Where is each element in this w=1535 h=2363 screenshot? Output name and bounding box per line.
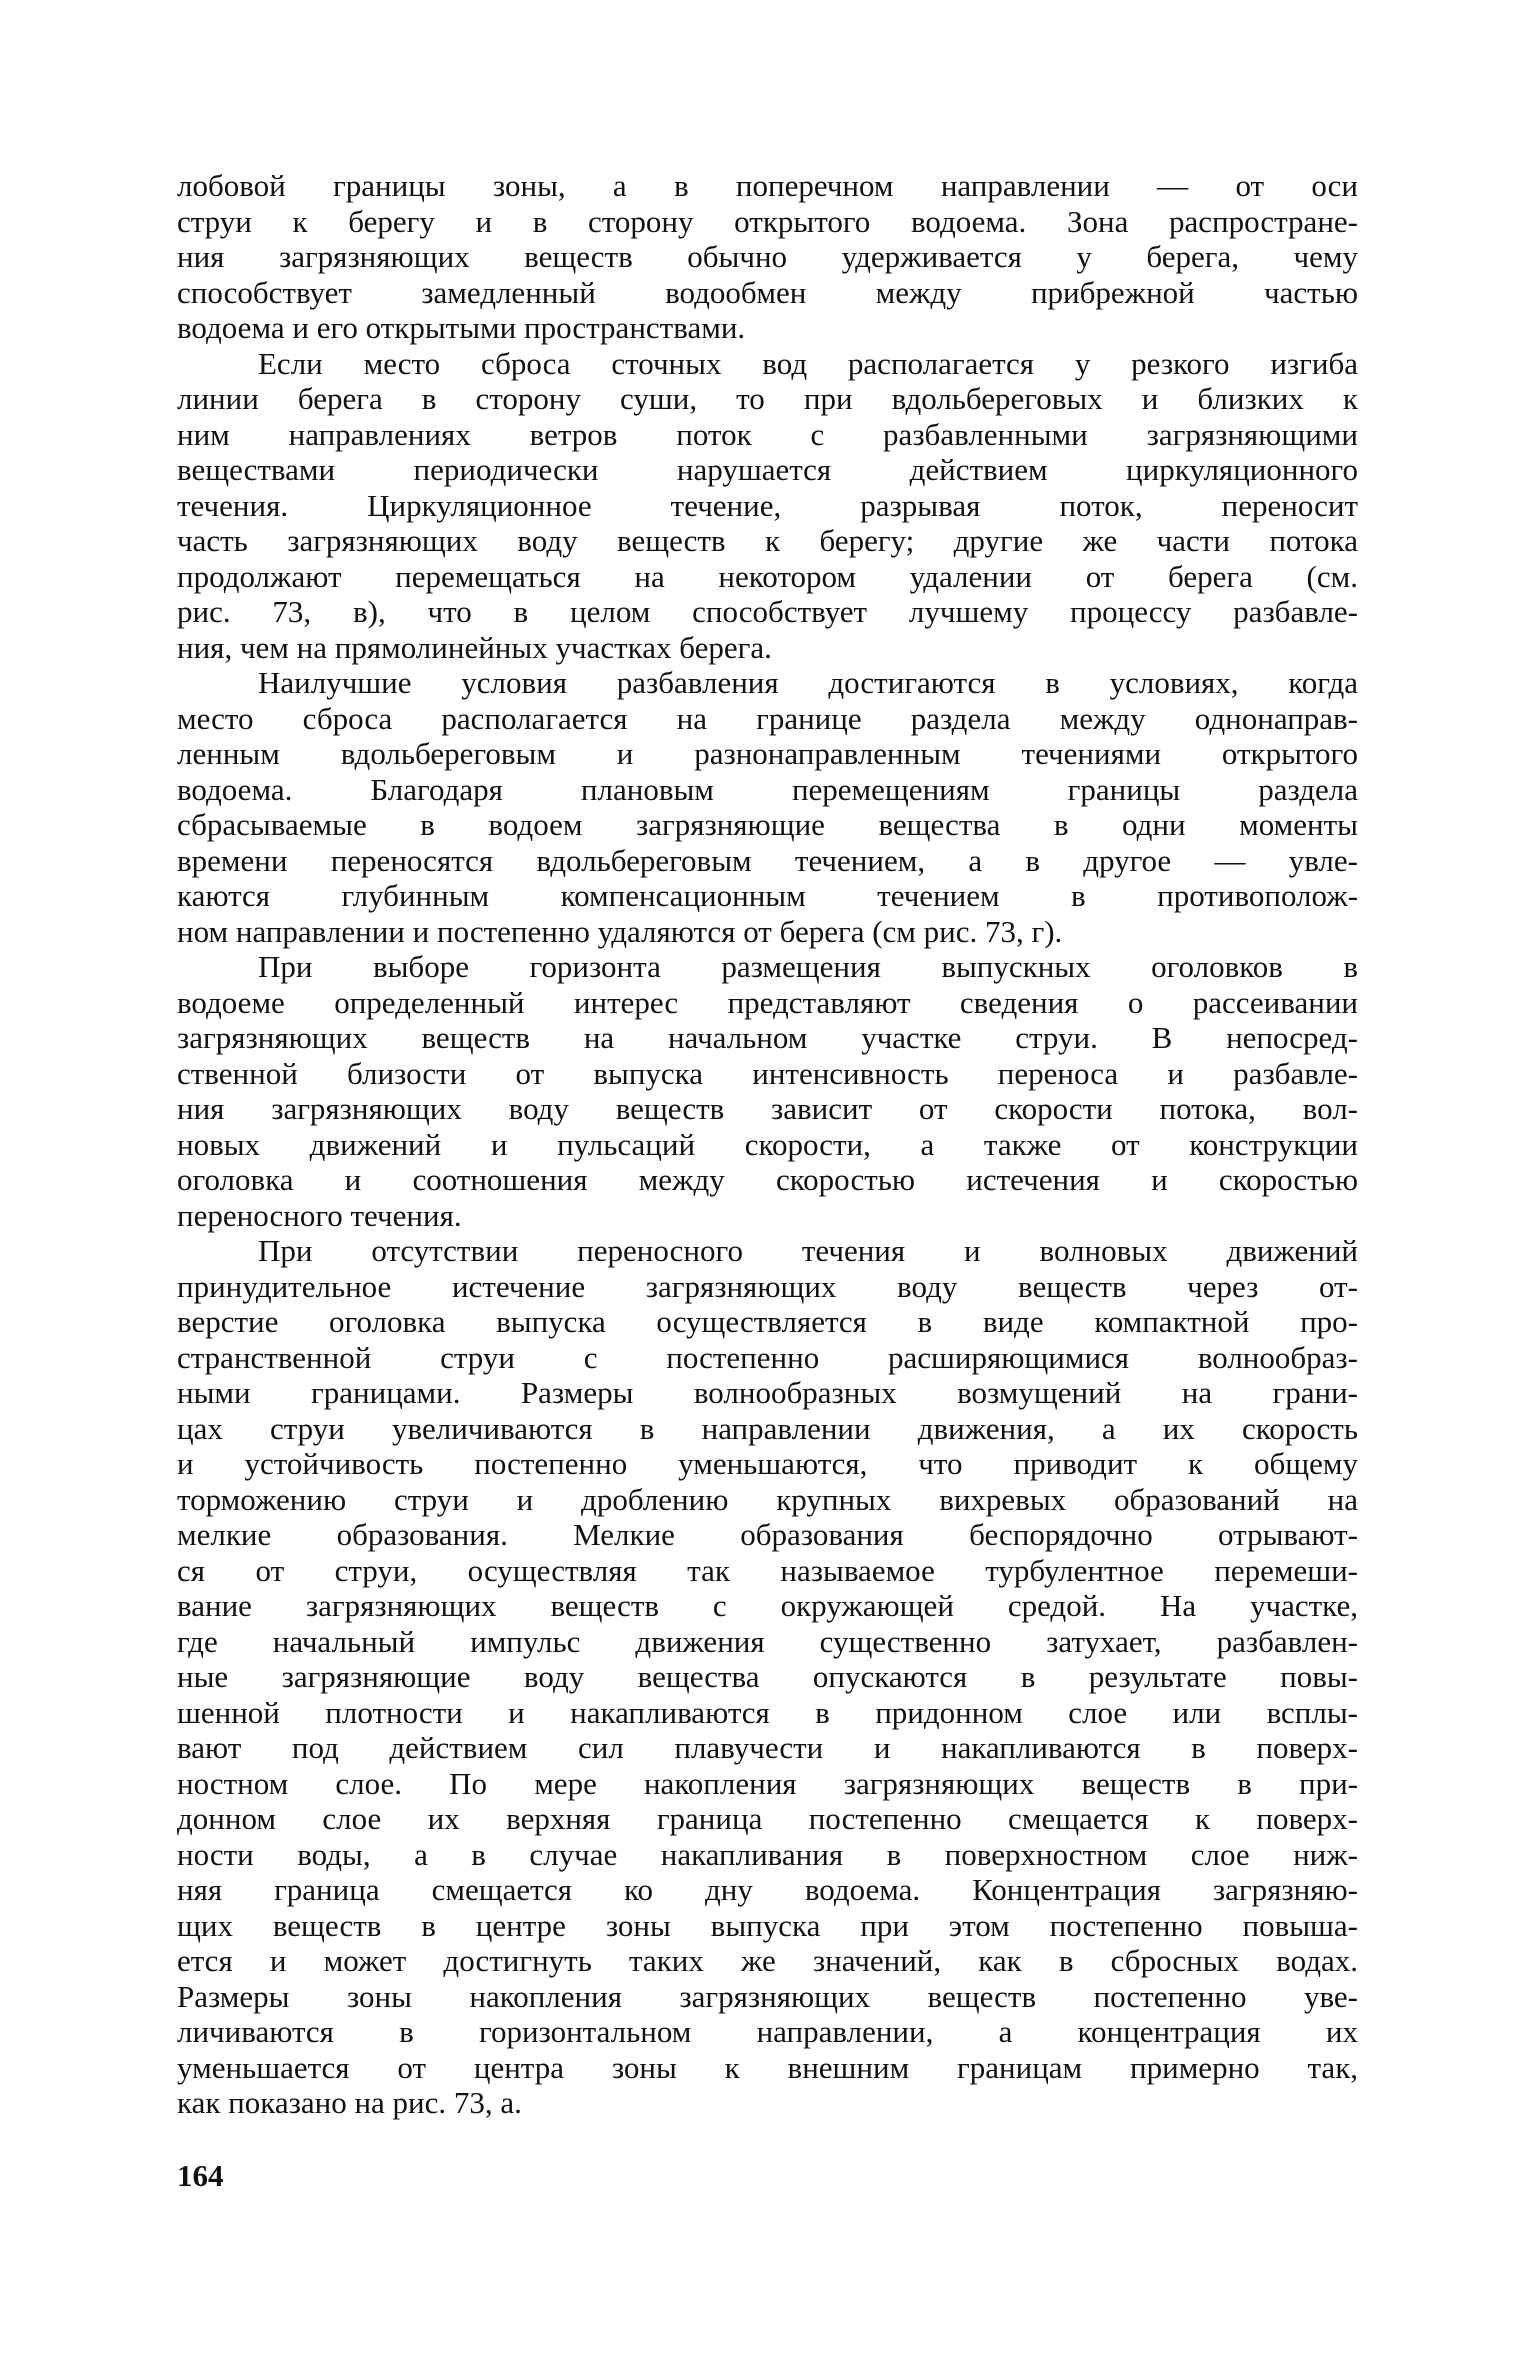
- paragraph: [177, 949, 1358, 1233]
- text-line: принудительное истечение загрязняющих воду веществ через от-: [177, 1268, 1358, 1304]
- text-line: вание загрязняющих веществ с окружающей средой. На участке,: [177, 1588, 1358, 1623]
- text-line: щих веществ в центре зоны выпуска при этом постепенно повыша-: [177, 1907, 1358, 1943]
- text-line: загрязняющих веществ на начальном участке струи. В непосред-: [177, 1020, 1358, 1055]
- text-line: оголовка и соотношения между скоростью истечения и скоростью: [177, 1162, 1358, 1197]
- text-line: верстие оголовка выпуска осуществляется в виде компактной про-: [177, 1304, 1358, 1339]
- text-line: водоема и его открытыми пространствами.: [177, 310, 746, 345]
- text-line: торможению струи и дроблению крупных вихревых образований на: [177, 1481, 1358, 1517]
- text-line: ния загрязняющих воду веществ зависит от скорости потока, вол-: [177, 1091, 1358, 1126]
- text-line: странственной струи с постепенно расширяющимися волнообраз-: [177, 1339, 1358, 1375]
- text-line: Если место сброса сточных вод располагается у резкого изгиба: [258, 345, 1358, 381]
- text-line: ним направлениях ветров поток с разбавленными загрязняющими: [177, 416, 1358, 452]
- text-line: личиваются в горизонтальном направлении, а концентрация их: [177, 2014, 1358, 2049]
- text-line: место сброса располагается на границе раздела между однонаправ-: [177, 700, 1358, 736]
- text-line: мелкие образования. Мелкие образования беспорядочно отрывают-: [177, 1517, 1358, 1552]
- text-line: линии берега в сторону суши, то при вдольбереговых и близких к: [177, 381, 1358, 416]
- text-line: лобовой границы зоны, а в поперечном направлении — от оси: [177, 168, 1358, 203]
- text-line: При отсутствии переносного течения и волновых движений: [258, 1233, 1358, 1268]
- text-line: ленным вдольбереговым и разнонаправленным течениями открытого: [177, 736, 1358, 771]
- text-line: сбрасываемые в водоем загрязняющие вещества в одни моменты: [177, 807, 1358, 842]
- text-line: уменьшается от центра зоны к внешним границам примерно так,: [177, 2049, 1358, 2085]
- page-body: [177, 168, 1358, 2121]
- text-line: продолжают перемещаться на некотором удалении от берега (см.: [177, 558, 1358, 594]
- text-line: переносного течения.: [177, 1197, 462, 1233]
- text-line: каются глубинным компенсационным течением в противополож-: [177, 878, 1358, 913]
- text-line: ния, чем на прямолинейных участках берега.: [177, 629, 772, 665]
- text-line: шенной плотности и накапливаются в придонном слое или всплы-: [177, 1694, 1358, 1730]
- text-line: веществами периодически нарушается действием циркуляционного: [177, 452, 1358, 487]
- text-line: водоема. Благодаря плановым перемещениям границы раздела: [177, 771, 1358, 807]
- text-line: водоеме определенный интерес представляют сведения о рассеивании: [177, 984, 1358, 1020]
- text-line: новых движений и пульсаций скорости, а также от конструкции: [177, 1126, 1358, 1162]
- text-line: Наилучшие условия разбавления достигаются в условиях, когда: [258, 665, 1358, 700]
- text-line: При выборе горизонта размещения выпускных оголовков в: [258, 949, 1358, 984]
- text-line: ности воды, а в случае накапливания в поверхностном слое ниж-: [177, 1836, 1358, 1872]
- text-line: течения. Циркуляционное течение, разрывая поток, переносит: [177, 487, 1358, 523]
- text-line: ния загрязняющих веществ обычно удерживается у берега, чему: [177, 239, 1358, 274]
- page-number: 164: [177, 2158, 224, 2193]
- text-line: ется и может достигнуть таких же значений, как в сбросных водах.: [177, 1943, 1358, 1978]
- text-line: ся от струи, осуществляя так называемое турбулентное перемеши-: [177, 1552, 1358, 1588]
- paragraph: [177, 346, 1358, 666]
- text-line: Размеры зоны накопления загрязняющих веществ постепенно уве-: [177, 1978, 1358, 2014]
- text-line: ными границами. Размеры волнообразных возмущений на грани-: [177, 1375, 1358, 1410]
- text-line: где начальный импульс движения существенно затухает, разбавлен-: [177, 1623, 1358, 1659]
- text-line: вают под действием сил плавучести и накапливаются в поверх-: [177, 1730, 1358, 1765]
- paragraph: [177, 168, 1358, 346]
- text-line: как показано на рис. 73, а.: [177, 2085, 522, 2120]
- text-line: часть загрязняющих воду веществ к берегу; другие же части потока: [177, 523, 1358, 558]
- text-line: няя граница смещается ко дну водоема. Концентрация загрязняю-: [177, 1872, 1358, 1907]
- text-line: времени переносятся вдольбереговым течением, а в другое — увле-: [177, 842, 1358, 878]
- text-line: донном слое их верхняя граница постепенно смещается к поверх-: [177, 1801, 1358, 1836]
- text-line: струи к берегу и в сторону открытого водоема. Зона распростране-: [177, 203, 1358, 239]
- text-line: ном направлении и постепенно удаляются от берега (см рис. 73, г).: [177, 913, 1063, 949]
- text-line: способствует замедленный водообмен между прибрежной частью: [177, 274, 1358, 310]
- paragraph: [177, 1233, 1358, 2121]
- paragraph: [177, 665, 1358, 949]
- text-line: ные загрязняющие воду вещества опускаются в результате повы-: [177, 1659, 1358, 1694]
- text-line: ностном слое. По мере накопления загрязняющих веществ в при-: [177, 1765, 1358, 1801]
- text-line: рис. 73, в), что в целом способствует лучшему процессу разбавле-: [177, 594, 1358, 629]
- text-line: ственной близости от выпуска интенсивность переноса и разбавле-: [177, 1055, 1358, 1091]
- text-line: и устойчивость постепенно уменьшаются, что приводит к общему: [177, 1446, 1358, 1481]
- text-line: цах струи увеличиваются в направлении движения, а их скорость: [177, 1410, 1358, 1446]
